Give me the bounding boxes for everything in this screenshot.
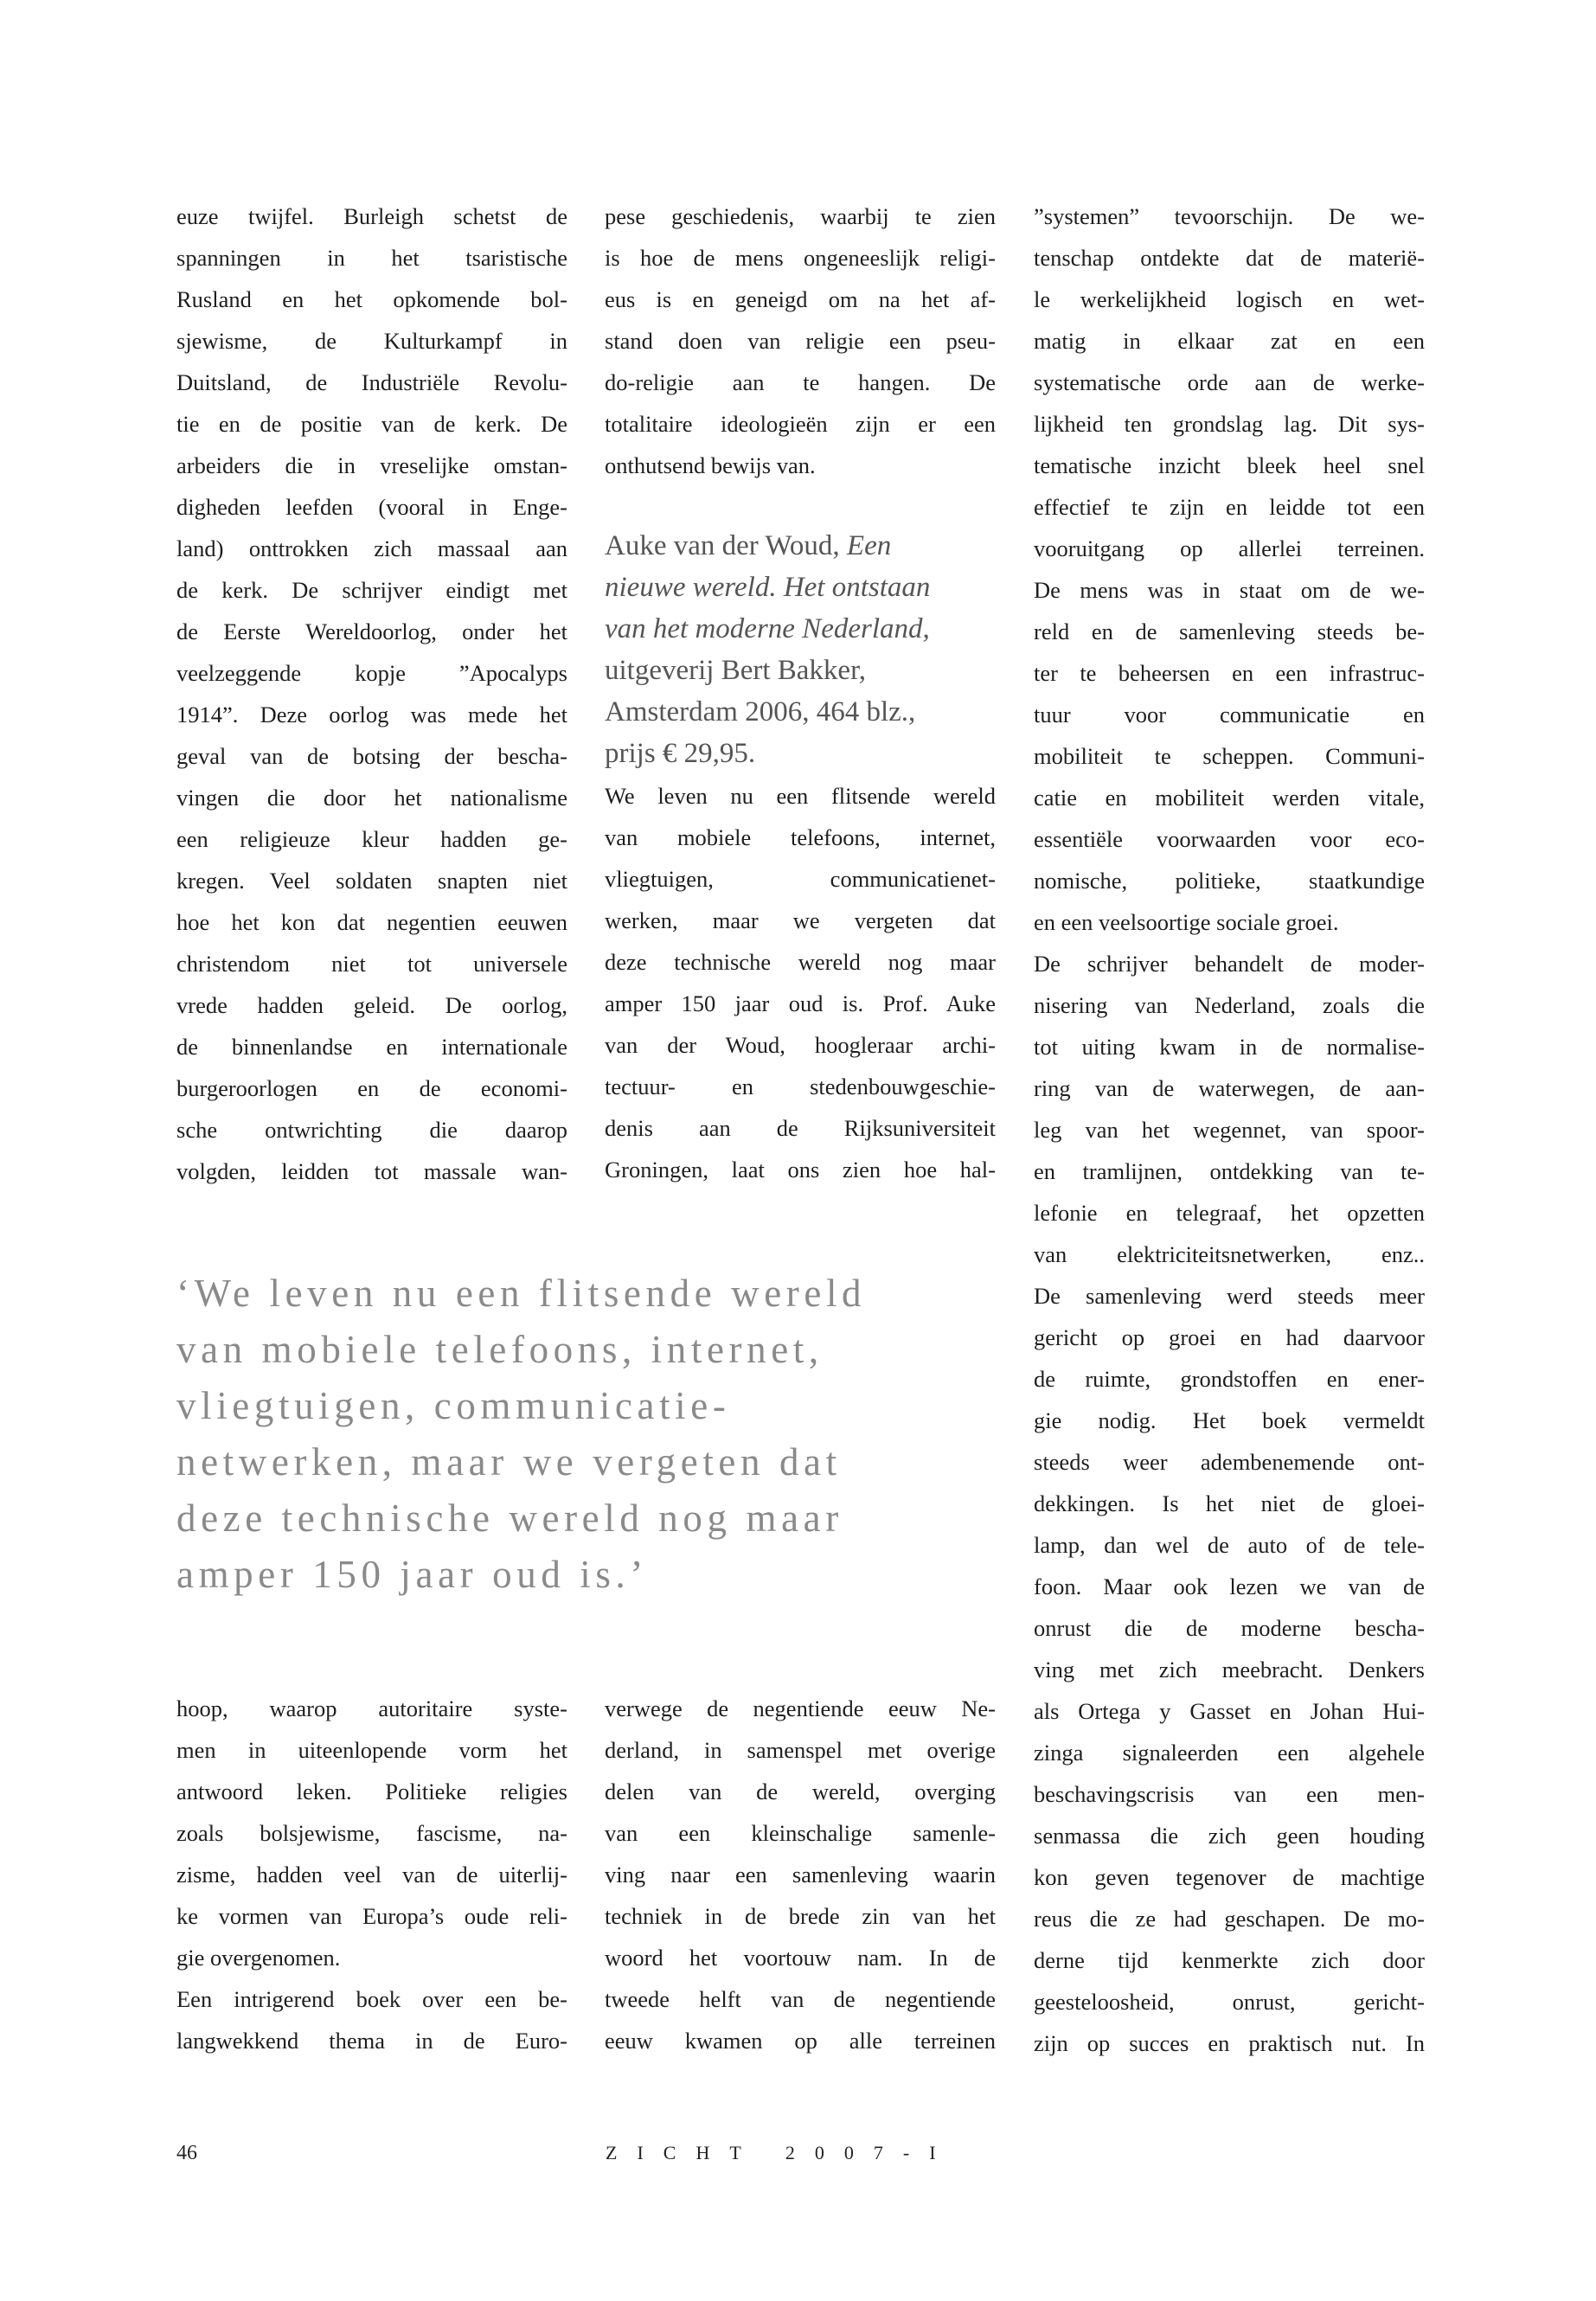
text-line: van der Woud, hoogleraar archi- bbox=[605, 1032, 996, 1058]
paragraph bbox=[1034, 195, 1425, 943]
book-title-text: nieuwe wereld. Het ontstaan bbox=[605, 572, 931, 603]
text-line: ring van de waterwegen, de aan- bbox=[1034, 1075, 1425, 1101]
text-line: volgden, leidden tot massale wan- bbox=[176, 1158, 567, 1184]
text-line: vrede hadden geleid. De oorlog, bbox=[176, 992, 567, 1018]
book-info-text: Auke van der Woud, bbox=[605, 530, 847, 561]
text-line: veelzeggende kopje ”Apocalyps bbox=[176, 660, 567, 686]
text-line: antwoord leken. Politieke religies bbox=[176, 1779, 567, 1804]
text-line: leg van het wegennet, van spoor- bbox=[1034, 1117, 1425, 1143]
text-line: lamp, dan wel de auto of de tele- bbox=[1034, 1532, 1425, 1558]
body-column-1 bbox=[176, 195, 567, 1192]
text-line: gie overgenomen. bbox=[176, 1945, 341, 1971]
paragraph bbox=[176, 1688, 567, 1978]
text-line: de kerk. De schrijver eindigt met bbox=[176, 577, 567, 603]
text-line: nomische, politieke, staatkundige bbox=[1034, 868, 1425, 894]
text-line: onthutsend bewijs van. bbox=[605, 452, 816, 478]
text-line: pese geschiedenis, waarbij te zien bbox=[605, 203, 996, 229]
book-reference-line bbox=[605, 650, 1011, 691]
text-line: derland, in samenspel met overige bbox=[605, 1737, 996, 1763]
text-line: tie en de positie van de kerk. De bbox=[176, 411, 567, 437]
text-line: land) onttrokken zich massaal aan bbox=[176, 535, 567, 561]
pull-quote-line: ‘We leven nu een flitsende wereld bbox=[176, 1272, 867, 1315]
pull-quote-line: amper 150 jaar oud is.’ bbox=[176, 1553, 648, 1596]
page-number: 46 bbox=[176, 2142, 197, 2164]
text-line: ving naar een samenleving waarin bbox=[605, 1862, 996, 1888]
text-line: en een veelsoortige sociale groei. bbox=[1034, 909, 1339, 935]
text-line: is hoe de mens ongeneeslijk religi- bbox=[605, 245, 996, 271]
text-line: eeuw kwamen op alle terreinen bbox=[605, 2028, 996, 2054]
text-line: tweede helft van de negentiende bbox=[605, 1986, 996, 2012]
text-line: men in uiteenlopende vorm het bbox=[176, 1737, 567, 1763]
text-line: hoop, waarop autoritaire syste- bbox=[176, 1695, 567, 1721]
pull-quote-line: van mobiele telefoons, internet, bbox=[176, 1328, 824, 1371]
text-line: reus die ze had geschapen. De mo- bbox=[1034, 1906, 1425, 1932]
text-line: vingen die door het nationalisme bbox=[176, 785, 567, 811]
paragraph bbox=[605, 195, 996, 486]
text-line: langwekkend thema in de Euro- bbox=[176, 2028, 567, 2054]
text-line: tectuur- en stedenbouwgeschie- bbox=[605, 1074, 996, 1099]
text-line: totalitaire ideologieën zijn er een bbox=[605, 411, 996, 437]
book-reference bbox=[605, 525, 1011, 774]
paragraph bbox=[176, 1978, 567, 2061]
book-reference-line bbox=[605, 733, 1011, 774]
text-line: hoe het kon dat negentien eeuwen bbox=[176, 909, 567, 935]
text-line: beschavingscrisis van een men- bbox=[1034, 1781, 1425, 1807]
book-reference-line bbox=[605, 567, 1011, 608]
text-line: vliegtuigen, communicatienet- bbox=[605, 866, 996, 892]
text-line: De schrijver behandelt de moder- bbox=[1034, 951, 1425, 977]
text-line: als Ortega y Gasset en Johan Hui- bbox=[1034, 1698, 1425, 1724]
text-line: kregen. Veel soldaten snapten niet bbox=[176, 868, 567, 894]
text-line: deze technische wereld nog maar bbox=[605, 949, 996, 975]
text-line: de binnenlandse en internationale bbox=[176, 1034, 567, 1060]
text-line: catie en mobiliteit werden vitale, bbox=[1034, 785, 1425, 811]
text-line: sjewisme, de Kulturkampf in bbox=[176, 328, 567, 354]
text-line: derne tijd kenmerkte zich door bbox=[1034, 1947, 1425, 1973]
text-line: werken, maar we vergeten dat bbox=[605, 907, 996, 933]
text-line: foon. Maar ook lezen we van de bbox=[1034, 1574, 1425, 1599]
text-line: geesteloosheid, onrust, gericht- bbox=[1034, 1989, 1425, 2015]
text-line: ”systemen” tevoorschijn. De we- bbox=[1034, 203, 1425, 229]
text-line: de ruimte, grondstoffen en ener- bbox=[1034, 1366, 1425, 1392]
running-title: ZICHT 2007-I bbox=[606, 2142, 956, 2163]
pull-quote-line: netwerken, maar we vergeten dat bbox=[176, 1440, 842, 1484]
text-line: Groningen, laat ons zien hoe hal- bbox=[605, 1157, 996, 1183]
text-line: 1914”. Deze oorlog was mede het bbox=[176, 702, 567, 727]
text-line: mobiliteit te scheppen. Communi- bbox=[1034, 743, 1425, 769]
body-column-2-top bbox=[605, 195, 996, 486]
text-line: ke vormen van Europa’s oude reli- bbox=[176, 1903, 567, 1929]
book-reference-line bbox=[605, 691, 1011, 733]
text-line: zisme, hadden veel van de uiterlij- bbox=[176, 1862, 567, 1888]
text-line: tematische inzicht bleek heel snel bbox=[1034, 452, 1425, 478]
text-line: zoals bolsjewisme, fascisme, na- bbox=[176, 1820, 567, 1846]
book-info-text: Amsterdam 2006, 464 blz., bbox=[605, 696, 916, 727]
book-title-text: Een bbox=[846, 530, 892, 561]
text-line: ter te beheersen en een infrastruc- bbox=[1034, 660, 1425, 686]
text-line: tenschap ontdekte dat de materië- bbox=[1034, 245, 1425, 271]
text-line: spanningen in het tsaristische bbox=[176, 245, 567, 271]
pull-quote-line: vliegtuigen, communicatie- bbox=[176, 1384, 731, 1427]
text-line: de Eerste Wereldoorlog, onder het bbox=[176, 619, 567, 644]
text-line: senmassa die zich geen houding bbox=[1034, 1823, 1425, 1849]
book-reference-line bbox=[605, 525, 1011, 567]
text-line: euze twijfel. Burleigh schetst de bbox=[176, 203, 567, 229]
text-line: Een intrigerend boek over een be- bbox=[176, 1986, 567, 2012]
text-line: christendom niet tot universele bbox=[176, 951, 567, 977]
text-line: Rusland en het opkomende bol- bbox=[176, 286, 567, 312]
text-line: van mobiele telefoons, internet, bbox=[605, 824, 996, 850]
text-line: burgeroorlogen en de economi- bbox=[176, 1075, 567, 1101]
text-line: De mens was in staat om de we- bbox=[1034, 577, 1425, 603]
text-line: delen van de wereld, overging bbox=[605, 1779, 996, 1804]
text-line: le werkelijkheid logisch en wet- bbox=[1034, 286, 1425, 312]
body-column-2-review bbox=[605, 775, 996, 1190]
text-line: dekkingen. Is het niet de gloei- bbox=[1034, 1490, 1425, 1516]
text-line: sche ontwrichting die daarop bbox=[176, 1117, 567, 1143]
text-line: De samenleving werd steeds meer bbox=[1034, 1283, 1425, 1309]
paragraph bbox=[176, 195, 567, 1192]
text-line: eus is en geneigd om na het af- bbox=[605, 286, 996, 312]
text-line: lijkheid ten grondslag lag. Dit sys- bbox=[1034, 411, 1425, 437]
text-line: amper 150 jaar oud is. Prof. Auke bbox=[605, 990, 996, 1016]
text-line: van elektriciteitsnetwerken, enz.. bbox=[1034, 1241, 1425, 1267]
text-line: systematische orde aan de werke- bbox=[1034, 369, 1425, 395]
text-line: tot uiting kwam in de normalise- bbox=[1034, 1034, 1425, 1060]
text-line: effectief te zijn en leidde tot een bbox=[1034, 494, 1425, 520]
paragraph bbox=[605, 775, 996, 1190]
book-title-text: van het moderne Nederland, bbox=[605, 613, 930, 644]
text-line: We leven nu een flitsende wereld bbox=[605, 783, 996, 809]
body-column-3 bbox=[1034, 195, 1425, 2064]
text-line: reld en de samenleving steeds be- bbox=[1034, 619, 1425, 644]
text-line: digheden leefden (vooral in Enge- bbox=[176, 494, 567, 520]
text-line: woord het voortouw nam. In de bbox=[605, 1945, 996, 1971]
text-line: matig in elkaar zat en een bbox=[1034, 328, 1425, 354]
text-line: steeds weer adembenemende ont- bbox=[1034, 1449, 1425, 1475]
book-reference-line bbox=[605, 608, 1011, 650]
pull-quote bbox=[176, 1266, 866, 1603]
text-line: Duitsland, de Industriële Revolu- bbox=[176, 369, 567, 395]
paragraph bbox=[605, 1688, 996, 2061]
text-line: tuur voor communicatie en bbox=[1034, 702, 1425, 727]
text-line: lefonie en telegraaf, het opzetten bbox=[1034, 1200, 1425, 1226]
text-line: nisering van Nederland, zoals die bbox=[1034, 992, 1425, 1018]
text-line: arbeiders die in vreselijke omstan- bbox=[176, 452, 567, 478]
text-line: ving met zich meebracht. Denkers bbox=[1034, 1657, 1425, 1682]
body-column-1-lower bbox=[176, 1688, 567, 2061]
pull-quote-line: deze technische wereld nog maar bbox=[176, 1497, 843, 1540]
text-line: denis aan de Rijksuniversiteit bbox=[605, 1115, 996, 1141]
book-info-text: uitgeverij Bert Bakker, bbox=[605, 655, 866, 686]
text-line: techniek in de brede zin van het bbox=[605, 1903, 996, 1929]
text-line: stand doen van religie een pseu- bbox=[605, 328, 996, 354]
text-line: verwege de negentiende eeuw Ne- bbox=[605, 1695, 996, 1721]
text-line: kon geven tegenover de machtige bbox=[1034, 1864, 1425, 1890]
text-line: gie nodig. Het boek vermeldt bbox=[1034, 1407, 1425, 1433]
body-column-2-lower bbox=[605, 1688, 996, 2061]
text-line: zinga signaleerden een algehele bbox=[1034, 1740, 1425, 1766]
text-line: een religieuze kleur hadden ge- bbox=[176, 826, 567, 852]
text-line: geval van de botsing der bescha- bbox=[176, 743, 567, 769]
text-line: zijn op succes en praktisch nut. In bbox=[1034, 2030, 1425, 2056]
text-line: en tramlijnen, ontdekking van te- bbox=[1034, 1158, 1425, 1184]
text-line: gericht op groei en had daarvoor bbox=[1034, 1324, 1425, 1350]
text-line: onrust die de moderne bescha- bbox=[1034, 1615, 1425, 1641]
book-info-text: prijs € 29,95. bbox=[605, 738, 756, 769]
text-line: essentiële voorwaarden voor eco- bbox=[1034, 826, 1425, 852]
text-line: do-religie aan te hangen. De bbox=[605, 369, 996, 395]
text-line: vooruitgang op allerlei terreinen. bbox=[1034, 535, 1425, 561]
text-line: van een kleinschalige samenle- bbox=[605, 1820, 996, 1846]
paragraph bbox=[1034, 943, 1425, 2064]
